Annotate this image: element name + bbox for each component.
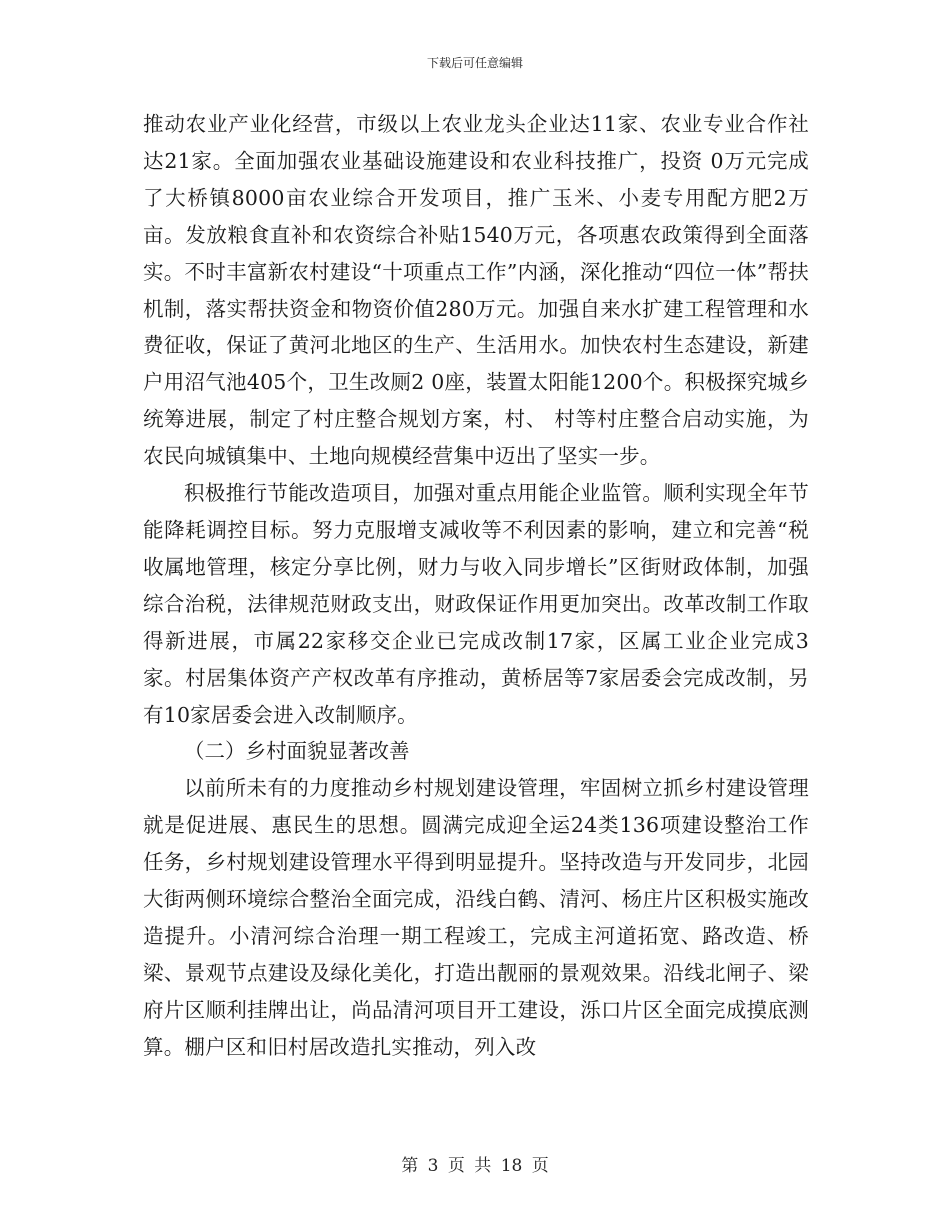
section-heading: （二）乡村面貌显著改善 (184, 739, 410, 764)
page-number-footer: 第 3 页 共 18 页 (401, 1156, 549, 1176)
document-body (143, 106, 809, 1066)
page-header-note: 下载后可任意编辑 (426, 56, 523, 70)
paragraph-rural-construction: 以前所未有的力度推动乡村规划建设管理，牢固树立抓乡村建设管理就是促进展、惠民生的思想。圆满完成迎全运24类136项建设整治工作任务，乡村规划建设管理水平得到明显提升。坚持改造与开发同步，北园大街两侧环境综合整治全面完成，沿线白鹤、清河、杨庄片区积极实施改造提升。小清河综合治理一期工程竣工，完成主河道拓宽、路改造、桥梁、景观节点建设及绿化美化，打造出靓丽的景观效果。沿线北闸子、梁府片区顺利挂牌出让，尚品清河项目开工建设，泺口片区全面完成摸底测算。棚户区和旧村居改造扎实推动，列入改 (143, 776, 809, 1059)
paragraph-agriculture: 推动农业产业化经营，市级以上农业龙头企业达11家、农业专业合作社达21家。全面加强农业基础设施建设和农业科技推广，投资 0万元完成了大桥镇8000亩农业综合开发项目，推广玉米、小麦专用配方肥2万亩。发放粮食直补和农资综合补贴1540万元，各项惠农政策得到全面落实。不时丰富新农村建设“十项重点工作”内涵，深化推动“四位一体”帮扶机制，落实帮扶资金和物资价值280万元。加强自来水扩建工程管理和水费征收，保证了黄河北地区的生产、生活用水。加快农村生态建设，新建户用沼气池405个，卫生改厕2 0座，装置太阳能1200个。积极探究城乡统筹进展，制定了村庄整合规划方案，村、 村等村庄整合启动实施，为农民向城镇集中、土地向规模经营集中迈出了坚实一步。 (143, 112, 809, 469)
paragraph-finance-reform: 积极推行节能改造项目，加强对重点用能企业监管。顺利实现全年节能降耗调控目标。努力克服增支减收等不利因素的影响，建立和完善“税收属地管理，核定分享比例，财力与收入同步增长”区街财政体制，加强综合治税，法律规范财政支出，财政保证作用更加突出。改革改制工作取得新进展，市属22家移交企业已完成改制17家，区属工业企业完成3家。村居集体资产产权改革有序推动，黄桥居等7家居委会完成改制，另有10家居委会进入改制顺序。 (143, 481, 809, 727)
